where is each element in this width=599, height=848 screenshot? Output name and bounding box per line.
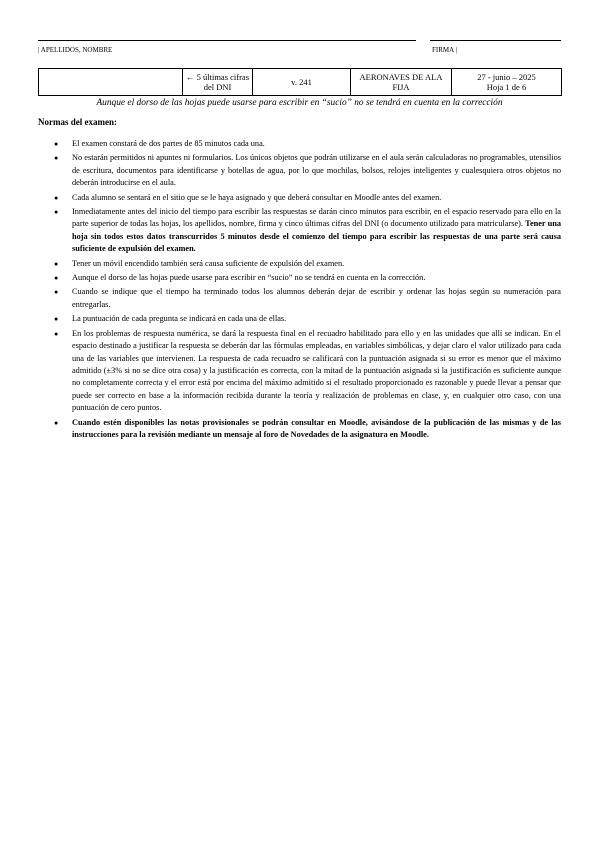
rules-title: Normas del examen:	[38, 117, 117, 127]
sheet-number: Hoja 1 de 6	[486, 82, 527, 92]
dorso-note: Aunque el dorso de las hojas puede usarse para escribir en “sucio” no se tendrá en cuenta en la corrección	[96, 98, 503, 108]
rules-list	[54, 138, 561, 443]
rule-item	[54, 272, 561, 284]
bullet-icon: ●	[54, 288, 59, 297]
rule-item	[54, 258, 561, 270]
rule-text: Tener un móvil encendido también será causa suficiente de expulsión del examen.	[72, 258, 345, 268]
rule-text: Cuando se indique que el tiempo ha terminado todos los alumnos deberán dejar de escribir y ordenar las hojas según su numeración para entregarlas.	[72, 287, 561, 309]
date-sheet-cell	[452, 69, 562, 96]
rule-text: Aunque el dorso de las hojas puede usarse para escribir en “sucio” no se tendrá en cuenta en la corrección.	[72, 273, 426, 283]
rule-item	[54, 138, 561, 150]
rule-text: El examen constará de dos partes de 85 minutos cada una.	[72, 139, 265, 148]
rule-item	[54, 152, 561, 189]
course-name: AERONAVES DE ALA FIJA	[351, 69, 452, 96]
bullet-icon: ●	[54, 140, 59, 148]
bullet-icon: ●	[54, 418, 59, 427]
rule-emphasis: Cuando estén disponibles las notas provisionales se podrán consultar en Moodle, avisándose de la publicación de las mismas y de las instrucciones para la revisión mediante un mensaje al foro de Novedades de la asignatura en Moodle.	[72, 417, 561, 439]
exam-date: 27 - junio – 2025	[477, 72, 536, 82]
bullet-icon: ●	[54, 259, 59, 268]
rule-text: Inmediatamente antes del inicio del tiempo para escribir las respuestas se darán cinco minutos para escribir, en el espacio reservado para ello en la parte superior de todas las hojas, los apellidos, nombre, firma y cinco últimas cifras del DNI (o documento utilizado para matricularse).	[72, 207, 561, 229]
rule-item	[54, 206, 561, 256]
bullet-icon: ●	[54, 329, 59, 338]
bullet-icon: ●	[54, 154, 59, 163]
exam-version: v. 241	[253, 69, 351, 96]
exam-header-table	[38, 68, 562, 96]
rule-text: En los problemas de respuesta numérica, se dará la respuesta final en el recuadro habilitado para ello y en las unidades que allí se indican. En el espacio destinado a justificar la respuesta se deberán dar las fórmulas empleadas, en variables simbólicas, y dejar claro el valor utilizado para cada una de las variables que intervienen. La respuesta de cada recuadro se calificará con la puntuación asignada si su error es menor que el máximo admitido (±3% si no se dice otra cosa) y la justificación es correcta, con la mitad de la puntuación asignada si la justificación es suficiente aunque no completamente correcta y el error está por encima del máximo admitido si el resultado proporcionado es razonable y puede llevar a pensar que puede ser correcto en base a la información recibida durante la teoría y realización de problemas en clase, y, en cualquier otro caso, con una puntuación de cero puntos.	[72, 328, 561, 413]
name-line	[38, 40, 416, 41]
rule-item	[54, 417, 561, 442]
dni-box	[39, 69, 183, 96]
signature-label: FIRMA |	[432, 46, 457, 54]
rule-text: No estarán permitidos ni apuntes ni formularios. Los únicos objetos que podrán utilizarse en el aula serán calculadoras no programables, utensilios de escritura, documentos para identificarse y botellas de agua, por lo que mochilas, bolsos, relojes inteligentes y cualesquiera otros objetos no deberán introducirse en el aula.	[72, 153, 561, 188]
signature-line	[430, 40, 561, 41]
rule-text: La puntuación de cada pregunta se indicará en cada una de ellas.	[72, 314, 287, 324]
rule-text: Cada alumno se sentará en el sitio que se le haya asignado y que deberá consultar en Moodle antes del examen.	[72, 192, 442, 202]
bullet-icon: ●	[54, 193, 59, 202]
dni-hint: ← 5 últimas cifras del DNI	[183, 69, 253, 96]
bullet-icon: ●	[54, 208, 59, 217]
rule-item	[54, 313, 561, 325]
rule-item	[54, 286, 561, 311]
rule-item	[54, 192, 561, 204]
rule-item	[54, 328, 561, 415]
name-label: | APELLIDOS, NOMBRE	[38, 46, 113, 54]
rule-emphasis: Tener una hoja sin todos estos datos transcurridos 5 minutos desde el comienzo del tiempo para escribir las respuestas de una parte será causa suficiente de expulsión del examen.	[72, 219, 561, 254]
bullet-icon: ●	[54, 315, 59, 324]
bullet-icon: ●	[54, 274, 59, 283]
